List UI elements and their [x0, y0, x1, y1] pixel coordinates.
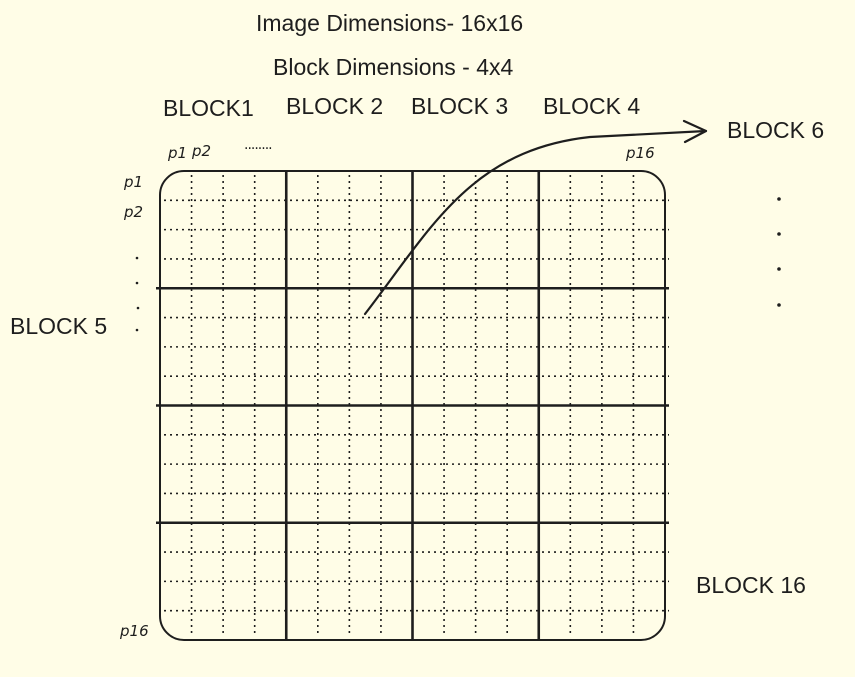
- left-dot: [137, 307, 140, 310]
- left-p1-label: p1: [124, 173, 144, 191]
- left-p16-label: p16: [120, 622, 149, 640]
- top-p16-label: p16: [626, 144, 655, 162]
- left-p2-label: p2: [124, 203, 144, 221]
- block3-label: BLOCK 3: [411, 93, 509, 119]
- block16-label: BLOCK 16: [696, 572, 806, 598]
- arrow-curve: [365, 131, 706, 314]
- right-dot: [777, 232, 781, 236]
- block-dimensions-title: Block Dimensions - 4x4: [273, 54, 514, 80]
- right-dot: [777, 267, 781, 271]
- left-dot: [136, 257, 139, 260]
- left-dot: [136, 282, 139, 285]
- image-dimensions-title: Image Dimensions- 16x16: [256, 10, 524, 36]
- block1-label: BLOCK1: [163, 95, 254, 121]
- block5-label: BLOCK 5: [10, 313, 108, 339]
- right-dot: [777, 197, 781, 201]
- grid-lines: [156, 171, 669, 640]
- top-ellipsis: ........: [244, 137, 272, 153]
- top-p1-label: p1: [168, 144, 188, 162]
- left-dot: [136, 329, 139, 332]
- top-p2-label: p2: [192, 142, 212, 160]
- right-dot: [777, 303, 781, 307]
- block6-label: BLOCK 6: [727, 117, 825, 143]
- block2-label: BLOCK 2: [286, 93, 384, 119]
- block4-label: BLOCK 4: [543, 93, 641, 119]
